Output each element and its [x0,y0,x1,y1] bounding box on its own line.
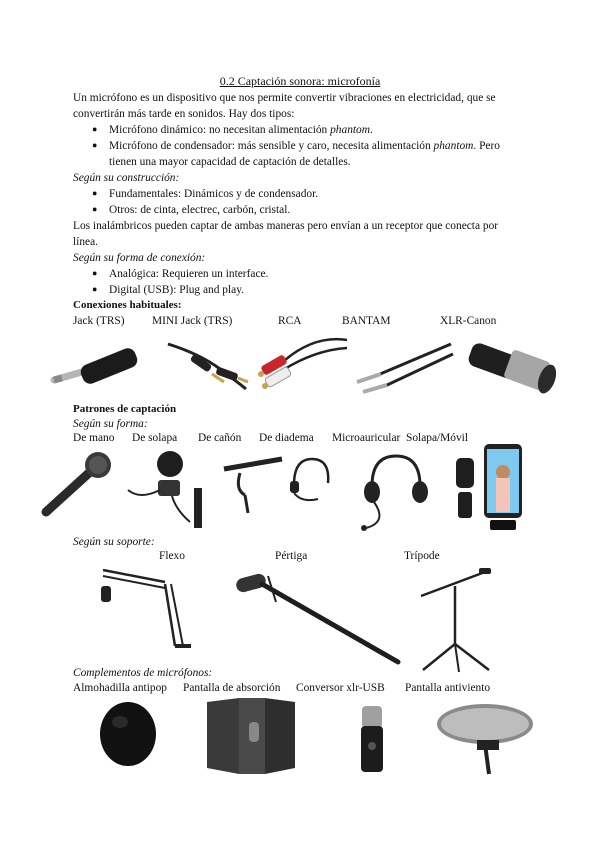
mini-jack-icon [160,334,250,394]
boom-pole-icon [232,566,402,666]
shotgun-mic-icon [220,455,290,515]
connector-label-minijack: MINI Jack (TRS) [152,315,233,327]
windshield-icon [435,700,535,778]
flexo-stand-icon [95,562,210,652]
accessory-label-windshield: Pantalla antiviento [405,682,491,694]
type-condenser-cont: tienen una mayor capacidad de captación de detalles. [109,156,351,168]
shape-label-hand: De mano [73,432,115,444]
accessory-label-antipop: Almohadilla antipop [73,682,167,694]
bullet-icon: ● [92,140,98,150]
headset-mic-icon [288,455,333,510]
connection-heading: Según su forma de conexión: [73,252,206,264]
wireless-line-2: línea. [73,236,98,248]
by-support-heading: Según su soporte: [73,536,155,548]
shape-label-lapel-mobile: Solapa/Móvil [406,432,469,444]
patterns-heading: Patrones de captación [73,403,177,415]
absorption-screen-icon [205,696,297,776]
tripod-stand-icon [415,566,495,674]
bantam-icon [355,332,455,392]
support-label-flexo: Flexo [159,550,185,562]
support-label-tripode: Trípode [404,550,440,562]
xlr-usb-converter-icon [358,700,388,778]
connector-label-bantam: BANTAM [342,315,391,327]
intro-line-2: convertirán más tarde en sonidos. Hay dos tipos: [73,108,295,120]
rca-icon [255,330,350,392]
construction-heading: Según su construcción: [73,172,180,184]
wireless-line-1: Los inalámbricos pueden captar de ambas maneras pero envían a un receptor que conecta por [73,220,499,232]
antipop-foam-icon [98,700,158,770]
construction-item: Otros: de cinta, electrec, carbón, cristal. [109,204,291,216]
construction-item: Fundamentales: Dinámicos y de condensador. [109,188,319,200]
accessory-label-xlr-usb: Conversor xlr-USB [296,682,385,694]
shape-label-headset: De diadema [259,432,314,444]
jack-trs-icon [50,332,145,392]
accessory-label-absorption: Pantalla de absorción [183,682,281,694]
bullet-icon: ● [92,204,98,214]
bullet-icon: ● [92,268,98,278]
connector-label-jack: Jack (TRS) [73,315,125,327]
handheld-mic-icon [40,450,115,520]
lapel-mic-icon [120,450,210,530]
connection-item: Analógica: Requieren un interface. [109,268,269,280]
xlr-canon-icon [465,335,560,395]
type-condenser: Micrófono de condensador: más sensible y caro, necesita alimentación phantom. Pero [109,140,500,152]
connector-label-xlr: XLR-Canon [440,315,497,327]
page-title: 0.2 Captación sonora: microfonía [219,74,381,88]
type-dynamic: Micrófono dinámico: no necesitan alimentación phantom. [109,124,373,136]
connections-heading: Conexiones habituales: [73,299,182,311]
shape-label-lapel: De solapa [132,432,178,444]
bullet-icon: ● [92,284,98,294]
lapel-mobile-icon [450,442,530,532]
microearphone-icon [358,452,428,537]
shape-label-microearphone: Microauricular [332,432,401,444]
connection-item: Digital (USB): Plug and play. [109,284,244,296]
bullet-icon: ● [92,124,98,134]
intro-line-1: Un micrófono es un dispositivo que nos permite convertir vibraciones en electricidad, que se [73,92,496,104]
by-shape-heading: Según su forma: [73,418,148,430]
accessories-heading: Complementos de micrófonos: [73,667,213,679]
support-label-pertiga: Pértiga [275,550,308,562]
bullet-icon: ● [92,188,98,198]
shape-label-shotgun: De cañón [198,432,242,444]
connector-label-rca: RCA [278,315,302,327]
